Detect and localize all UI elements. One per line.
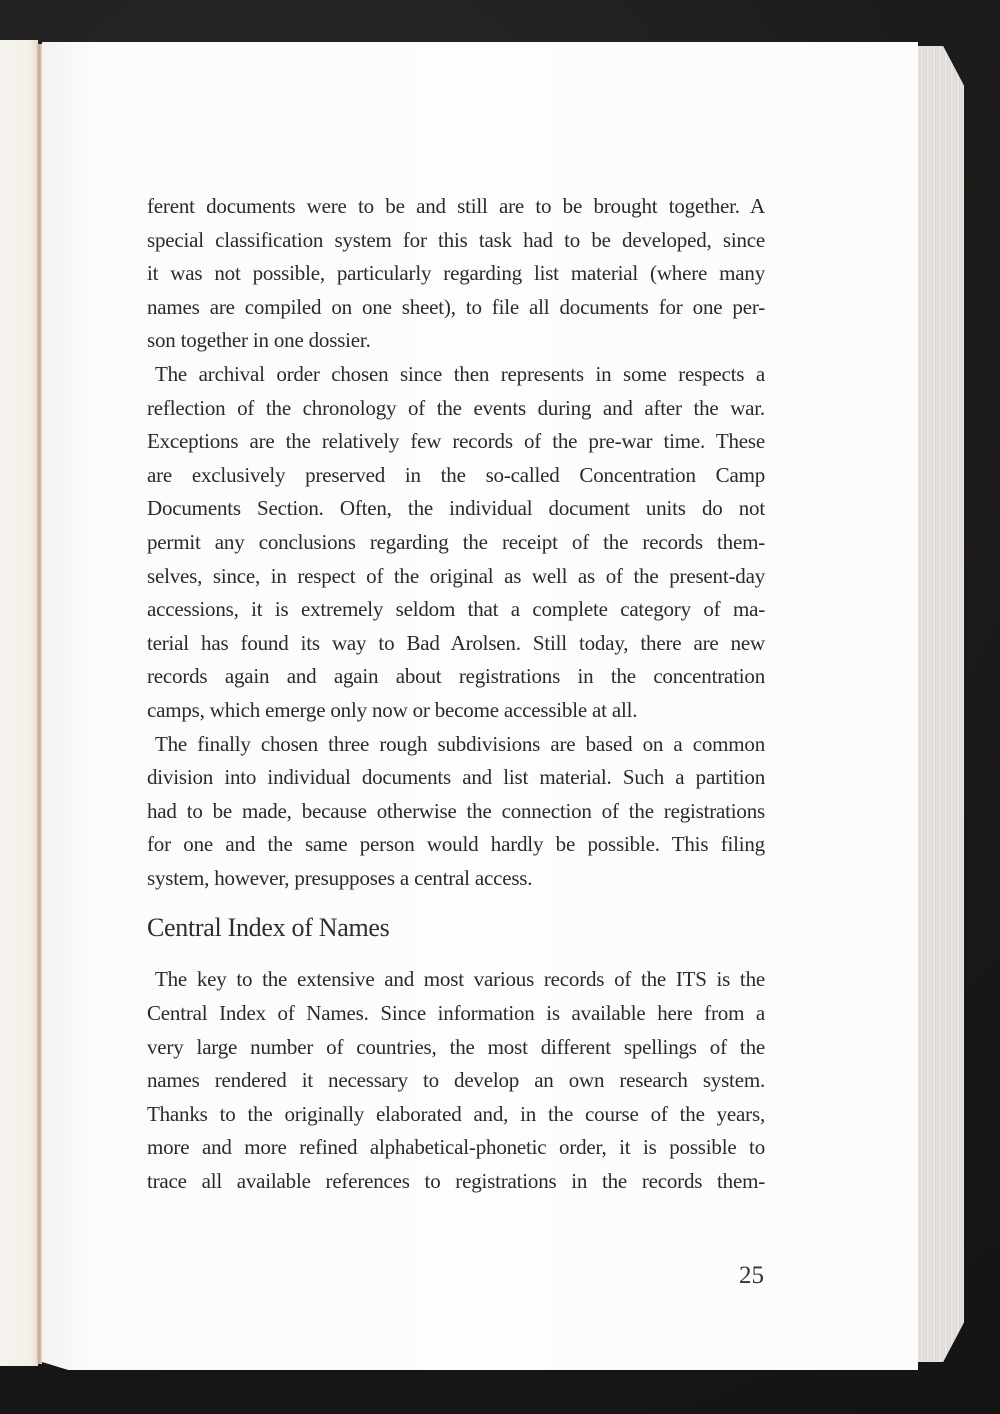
- text-line: very large number of countries, the most different spellings of the: [147, 1034, 765, 1059]
- page-number: 25: [739, 1262, 764, 1289]
- text-line: names rendered it necessary to develop an own research system.: [147, 1068, 765, 1093]
- section-heading: Central Index of Names: [147, 913, 390, 943]
- text-line: division into individual documents and list material. Such a partition: [147, 765, 765, 790]
- text-line: system, however, presupposes a central access.: [147, 865, 533, 890]
- left-page-edge: [0, 40, 38, 1366]
- text-line: had to be made, because otherwise the connection of the registrations: [147, 798, 765, 823]
- text-line: Central Index of Names. Since information is available here from a: [147, 1001, 765, 1026]
- text-line: Documents Section. Often, the individual document units do not: [147, 496, 765, 521]
- text-line: The finally chosen three rough subdivisions are based on a common: [155, 731, 765, 756]
- paragraph-1: [147, 190, 765, 358]
- text-line: special classification system for this task had to be developed, since: [147, 227, 765, 252]
- paragraph-3: [147, 728, 765, 896]
- text-line: are exclusively preserved in the so-called Concentration Camp: [147, 462, 765, 487]
- text-line: The archival order chosen since then represents in some respects a: [155, 361, 765, 386]
- text-line: camps, which emerge only now or become accessible at all.: [147, 697, 638, 722]
- text-line: permit any conclusions regarding the receipt of the records them-: [147, 529, 765, 554]
- text-line: names are compiled on one sheet), to file all documents for one per-: [147, 294, 765, 319]
- text-line: Exceptions are the relatively few records of the pre-war time. These: [147, 429, 765, 454]
- text-line: son together in one dossier.: [147, 328, 371, 353]
- text-line: selves, since, in respect of the original as well as of the present-day: [147, 563, 765, 588]
- text-line: accessions, it is extremely seldom that a complete category of ma-: [147, 597, 765, 622]
- text-line: reflection of the chronology of the events during and after the war.: [147, 395, 765, 420]
- text-line: ferent documents were to be and still are to be brought together. A: [147, 194, 765, 218]
- body-text: [147, 190, 765, 1199]
- text-line: Thanks to the originally elaborated and, in the course of the years,: [147, 1101, 765, 1126]
- text-line: trace all available references to registrations in the records them-: [147, 1169, 765, 1194]
- text-line: records again and again about registrations in the concentration: [147, 664, 765, 689]
- text-line: The key to the extensive and most various records of the ITS is the: [155, 967, 765, 992]
- page-stack-edge: [912, 46, 964, 1362]
- text-line: terial has found its way to Bad Arolsen. Still today, there are new: [147, 630, 765, 655]
- paragraph-2: [147, 358, 765, 728]
- text-line: more and more refined alphabetical-phonetic order, it is possible to: [147, 1135, 765, 1160]
- text-line: it was not possible, particularly regarding list material (where many: [147, 261, 765, 286]
- book-gutter: [37, 44, 42, 1364]
- section-paragraph: [147, 963, 765, 1198]
- text-line: for one and the same person would hardly be possible. This filing: [147, 832, 765, 857]
